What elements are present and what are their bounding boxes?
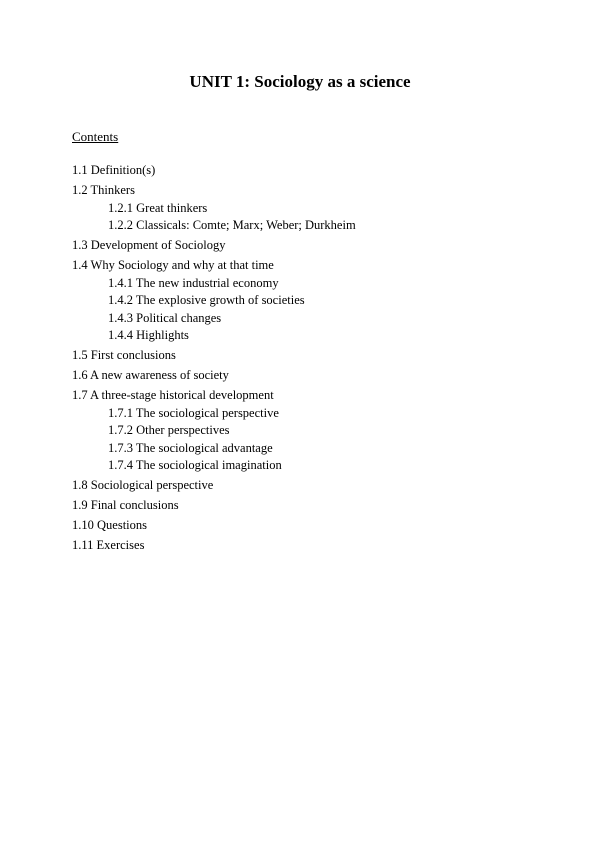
contents-heading: Contents [72, 129, 119, 144]
toc-section-item: 1.7 A three-stage historical development [72, 388, 274, 402]
toc-subsection-item: 1.7.3 The sociological advantage [108, 440, 273, 455]
toc-section-item: 1.4 Why Sociology and why at that time [72, 258, 274, 272]
toc-subsection-item: 1.4.4 Highlights [108, 328, 189, 342]
toc-subsection-item: 1.4.2 The explosive growth of societies [108, 293, 305, 307]
toc-subsection-item: 1.7.2 Other perspectives [108, 423, 230, 437]
toc-section-item: 1.3 Development of Sociology [72, 238, 226, 252]
toc-subsection-item: 1.7.1 The sociological perspective [108, 405, 279, 420]
table-of-contents [72, 162, 532, 555]
toc-subsection-item: 1.7.4 The sociological imagination [108, 458, 282, 472]
toc-section-item: 1.10 Questions [72, 518, 147, 532]
page-title: UNIT 1: Sociology as a science [189, 72, 411, 91]
toc-section-item: 1.2 Thinkers [72, 183, 135, 197]
toc-subsection-item: 1.2.2 Classicals: Comte; Marx; Weber; Durkheim [108, 218, 356, 232]
toc-subsection-item: 1.2.1 Great thinkers [108, 200, 208, 215]
toc-subsection-item: 1.4.1 The new industrial economy [108, 275, 279, 290]
toc-section-item: 1.5 First conclusions [72, 348, 176, 362]
toc-section-item: 1.1 Definition(s) [72, 163, 156, 177]
toc-section-item: 1.6 A new awareness of society [72, 368, 229, 382]
toc-section-item: 1.9 Final conclusions [72, 498, 179, 512]
toc-subsection-item: 1.4.3 Political changes [108, 310, 222, 325]
toc-section-item: 1.11 Exercises [72, 538, 145, 552]
toc-section-item: 1.8 Sociological perspective [72, 478, 214, 492]
